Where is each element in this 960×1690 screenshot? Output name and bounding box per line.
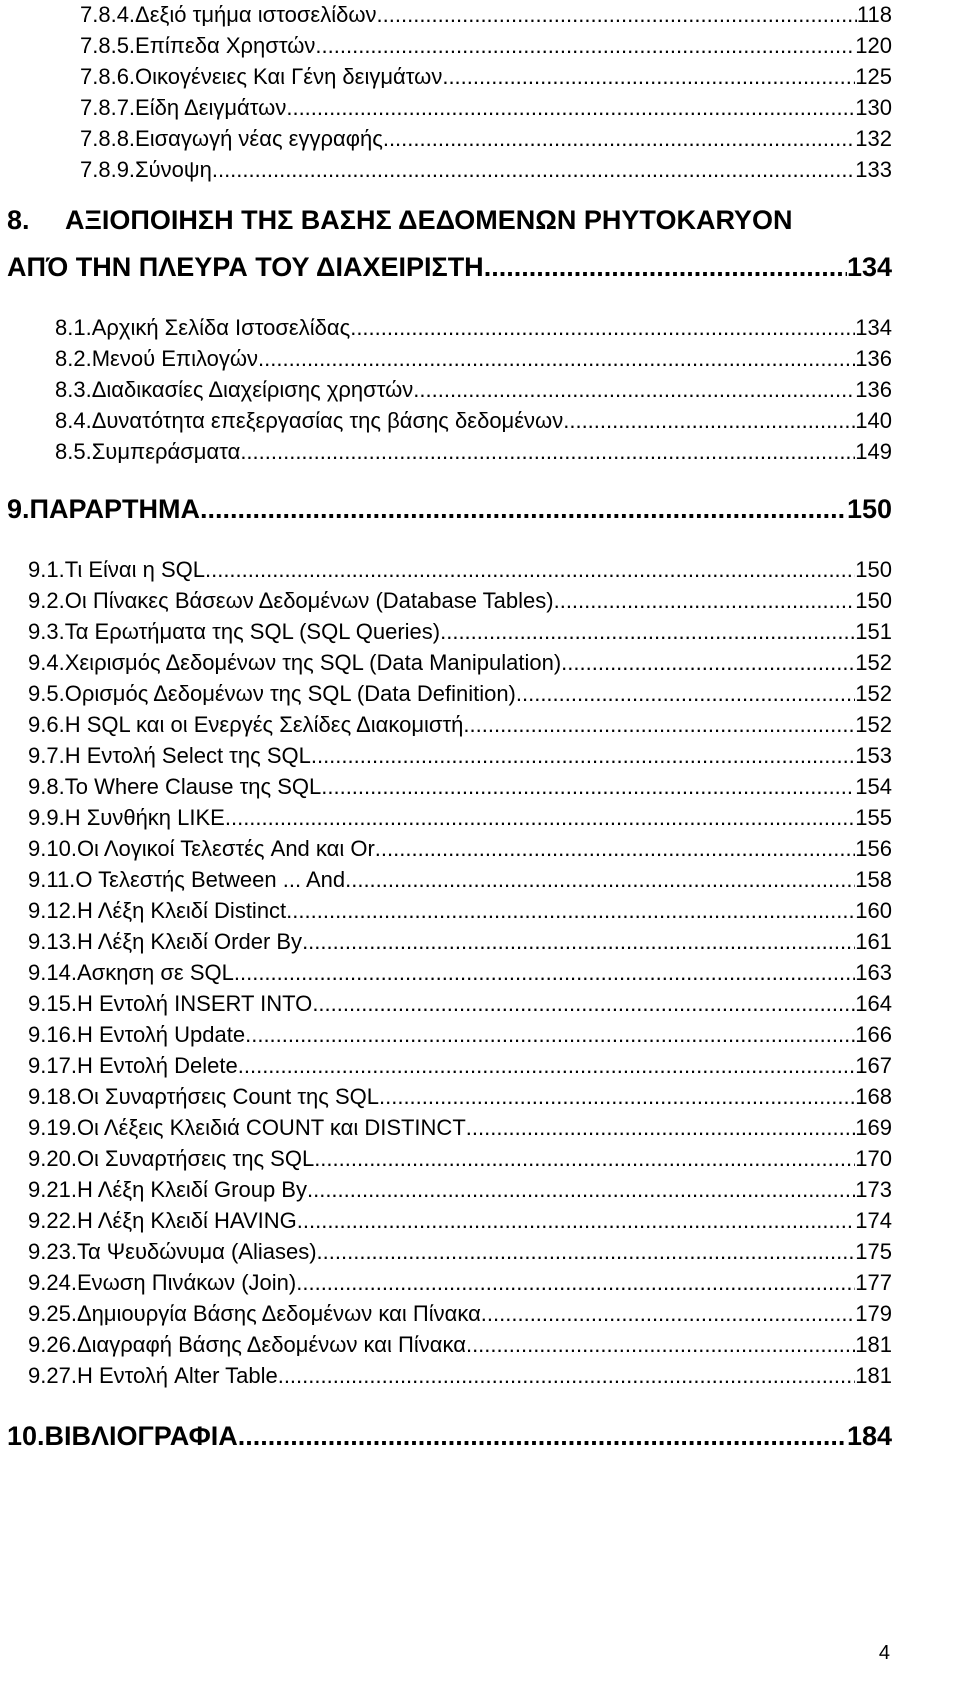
- toc-entry-9-4[interactable]: [28, 650, 892, 676]
- toc-entry-9-1[interactable]: [28, 557, 892, 583]
- toc-entry-number: 9.8.: [28, 774, 65, 799]
- toc-entry-title: Συμπεράσματα: [91, 439, 241, 464]
- toc-entry-title: Σύνοψη: [135, 157, 212, 182]
- toc-entry-title: Τα Ερωτήματα της SQL (SQL Queries): [64, 619, 441, 644]
- dot-leader: [296, 1270, 855, 1296]
- toc-entry-number: 9.13.: [28, 929, 77, 954]
- toc-chapter-number: 10.: [7, 1421, 45, 1451]
- toc-entry-title: Οι Λογικοί Τελεστές And και Or: [76, 836, 375, 861]
- dot-leader: [238, 1421, 847, 1452]
- dot-leader: [350, 315, 855, 341]
- page-number: 4: [878, 1642, 890, 1664]
- toc-entry-title: Η Εντολή Update: [76, 1022, 246, 1047]
- toc-entry-page: 130: [855, 95, 892, 120]
- toc-entry-number: 9.5.: [28, 681, 65, 706]
- toc-entry-title: Οι Συναρτήσεις Count της SQL: [76, 1084, 379, 1109]
- toc-entry-number: 7.8.9.: [80, 157, 136, 182]
- toc-entry-number: 8.1.: [55, 315, 92, 340]
- toc-entry-page: 170: [855, 1146, 892, 1171]
- toc-entry-number: 9.11.: [28, 867, 76, 892]
- dot-leader: [307, 1177, 855, 1203]
- dot-leader: [234, 960, 855, 986]
- dot-leader: [311, 743, 855, 769]
- toc-entry-number: 9.27.: [28, 1363, 77, 1388]
- toc-entry-number: 9.23.: [28, 1239, 77, 1264]
- toc-entry-title: Οι Λέξεις Κλειδιά COUNT και DISTINCT: [76, 1115, 466, 1140]
- toc-entry-page: 181: [855, 1363, 892, 1388]
- toc-entry-page: 169: [855, 1115, 892, 1140]
- toc-entry-number: 9.7.: [28, 743, 65, 768]
- toc-entry-page: 179: [855, 1301, 892, 1326]
- toc-chapter-title-continued: ΑΠΌ ΤΗΝ ΠΛΕΥΡΑ ΤΟΥ ΔΙΑΧΕΙΡΙΣΤΗ: [7, 252, 484, 282]
- toc-entry-page: 167: [855, 1053, 892, 1078]
- toc-entry-number: 7.8.7.: [80, 95, 136, 120]
- toc-entry-number: 9.14.: [28, 960, 77, 985]
- toc-entry-page: 164: [855, 991, 892, 1016]
- toc-entry-9-5[interactable]: [28, 681, 892, 707]
- dot-leader: [484, 252, 847, 283]
- toc-entry-9-9[interactable]: [28, 805, 892, 831]
- toc-chapter-number: 9.: [7, 494, 30, 524]
- toc-entry-8-3[interactable]: [55, 377, 892, 403]
- toc-entry-number: 9.25.: [28, 1301, 77, 1326]
- toc-entry-number: 9.9.: [28, 805, 65, 830]
- toc-entry-8-4[interactable]: [55, 408, 892, 434]
- dot-leader: [554, 588, 856, 614]
- dot-leader: [225, 805, 855, 831]
- toc-entry-9-27[interactable]: [28, 1363, 892, 1389]
- toc-entry-title: Διαγραφή Βάσης Δεδομένων και Πίνακα: [76, 1332, 466, 1357]
- toc-entry-title: Μενού Επιλογών: [91, 346, 259, 371]
- dot-leader: [563, 408, 855, 434]
- toc-entry-title: Η Εντολή Select της SQL: [64, 743, 311, 768]
- toc-entry-number: 8.3.: [55, 377, 92, 402]
- toc-entry-title: Η SQL και οι Ενεργές Σελίδες Διακομιστή: [64, 712, 464, 737]
- toc-entry-9-18[interactable]: [28, 1084, 892, 1110]
- toc-entry-page: 152: [855, 681, 892, 706]
- toc-entry-title: Το Where Clause της SQL: [64, 774, 322, 799]
- toc-entry-page: 155: [855, 805, 892, 830]
- dot-leader: [240, 439, 855, 465]
- toc-entry-number: 9.24.: [28, 1270, 77, 1295]
- dot-leader: [321, 774, 855, 800]
- toc-chapter-page: 150: [846, 494, 892, 524]
- toc-entry-page: 150: [855, 588, 892, 613]
- toc-entry-number: 9.17.: [28, 1053, 77, 1078]
- toc-entry-number: 9.1.: [28, 557, 65, 582]
- toc-entry-9-25[interactable]: [28, 1301, 892, 1327]
- dot-leader: [413, 377, 855, 403]
- toc-chapter-title: ΠΑΡΑΡΤΗΜΑ: [29, 494, 201, 524]
- toc-entry-number: 9.21.: [28, 1177, 77, 1202]
- toc-entry-page: 173: [855, 1177, 892, 1202]
- toc-entry-9-17[interactable]: [28, 1053, 892, 1079]
- toc-entry-title: Τι Είναι η SQL: [64, 557, 205, 582]
- toc-entry-title: Εισαγωγή νέας εγγραφής: [135, 126, 383, 151]
- toc-entry-title: Αρχική Σελίδα Ιστοσελίδας: [91, 315, 351, 340]
- toc-entry-number: 7.8.6.: [80, 64, 136, 89]
- toc-entry-title: Η Εντολή Alter Table: [76, 1363, 278, 1388]
- toc-chapter-8-line1[interactable]: [7, 205, 892, 236]
- toc-entry-7-8-5[interactable]: [80, 33, 892, 59]
- toc-chapter-page: 184: [846, 1421, 892, 1451]
- toc-entry-page: 140: [855, 408, 892, 433]
- toc-entry-title: Ενωση Πινάκων (Join): [76, 1270, 297, 1295]
- toc-entry-7-8-6[interactable]: [80, 64, 892, 90]
- toc-entry-9-21[interactable]: [28, 1177, 892, 1203]
- dot-leader: [258, 346, 855, 372]
- toc-entry-page: 174: [855, 1208, 892, 1233]
- dot-leader: [297, 1208, 856, 1234]
- toc-entry-9-15[interactable]: [28, 991, 892, 1017]
- dot-leader: [205, 557, 855, 583]
- toc-entry-9-24[interactable]: [28, 1270, 892, 1296]
- toc-entry-number: 9.16.: [28, 1022, 77, 1047]
- toc-entry-title: Η Εντολή Delete: [76, 1053, 238, 1078]
- toc-entry-number: 9.15.: [28, 991, 77, 1016]
- dot-leader: [278, 1363, 856, 1389]
- dot-leader: [561, 650, 855, 676]
- toc-entry-7-8-8[interactable]: [80, 126, 892, 152]
- toc-chapter-number: 8.: [7, 205, 30, 235]
- toc-entry-number: 8.5.: [55, 439, 92, 464]
- toc-entry-title: Η Λέξη Κλειδί Distinct: [76, 898, 287, 923]
- toc-entry-number: 7.8.8.: [80, 126, 136, 151]
- toc-entry-title: Ασκηση σε SQL: [76, 960, 234, 985]
- toc-entry-number: 7.8.5.: [80, 33, 136, 58]
- dot-leader: [516, 681, 855, 707]
- toc-entry-title: Δεξιό τμήμα ιστοσελίδων: [135, 2, 377, 27]
- toc-entry-page: 154: [855, 774, 892, 799]
- toc-entry-9-6[interactable]: [28, 712, 892, 738]
- dot-leader: [315, 33, 855, 59]
- toc-entry-number: 7.8.4.: [80, 2, 136, 27]
- dot-leader: [375, 836, 855, 862]
- toc-entry-9-2[interactable]: [28, 588, 892, 614]
- toc-chapter-9[interactable]: [7, 494, 892, 525]
- toc-entry-9-13[interactable]: [28, 929, 892, 955]
- toc-entry-page: 133: [855, 157, 892, 182]
- dot-leader: [245, 1022, 855, 1048]
- toc-entry-title: Δυνατότητα επεξεργασίας της βάσης δεδομένων: [91, 408, 564, 433]
- toc-entry-9-8[interactable]: [28, 774, 892, 800]
- toc-entry-8-2[interactable]: [55, 346, 892, 372]
- toc-chapter-title: ΑΞΙΟΠΟΙΗΣΗ ΤΗΣ ΒΑΣΗΣ ΔΕΔΟΜΕΝΩΝ PHYTOKARYON: [65, 205, 793, 235]
- toc-entry-title: Η Λέξη Κλειδί Group By: [76, 1177, 307, 1202]
- dot-leader: [238, 1053, 856, 1079]
- toc-entry-9-12[interactable]: [28, 898, 892, 924]
- toc-entry-page: 158: [855, 867, 892, 892]
- toc-entry-title: Επίπεδα Χρηστών: [135, 33, 316, 58]
- dot-leader: [440, 619, 855, 645]
- dot-leader: [312, 991, 855, 1017]
- dot-leader: [466, 1115, 856, 1141]
- toc-entry-page: 120: [855, 33, 892, 58]
- toc-entry-9-23[interactable]: [28, 1239, 892, 1265]
- toc-chapter-title: ΒΙΒΛΙΟΓΡΑΦΙΑ: [44, 1421, 238, 1451]
- toc-entry-title: Δημιουργία Βάσης Δεδομένων και Πίνακα: [76, 1301, 481, 1326]
- toc-entry-8-1[interactable]: [55, 315, 892, 341]
- toc-entry-9-3[interactable]: [28, 619, 892, 645]
- toc-entry-page: 156: [855, 836, 892, 861]
- toc-entry-number: 8.4.: [55, 408, 92, 433]
- toc-entry-page: 175: [855, 1239, 892, 1264]
- toc-entry-title: Είδη Δειγμάτων: [135, 95, 287, 120]
- toc-entry-page: 134: [855, 315, 892, 340]
- toc-chapter-8-line2[interactable]: [7, 252, 892, 283]
- dot-leader: [379, 1084, 855, 1110]
- toc-entry-title: Η Εντολή INSERT INTO: [76, 991, 313, 1016]
- dot-leader: [286, 898, 855, 924]
- toc-entry-page: 151: [855, 619, 892, 644]
- toc-entry-number: 9.26.: [28, 1332, 77, 1357]
- toc-entry-7-8-7[interactable]: [80, 95, 892, 121]
- toc-entry-title: Τα Ψευδώνυμα (Aliases): [76, 1239, 317, 1264]
- toc-entry-9-11[interactable]: [28, 867, 892, 893]
- toc-entry-title: Η Λέξη Κλειδί Order By: [76, 929, 303, 954]
- toc-entry-number: 9.18.: [28, 1084, 77, 1109]
- toc-entry-9-22[interactable]: [28, 1208, 892, 1234]
- toc-entry-8-5[interactable]: [55, 439, 892, 465]
- toc-entry-page: 136: [855, 377, 892, 402]
- toc-entry-title: Οικογένειες Και Γένη δειγμάτων: [135, 64, 443, 89]
- toc-entry-number: 9.3.: [28, 619, 65, 644]
- toc-entry-9-19[interactable]: [28, 1115, 892, 1141]
- toc-entry-page: 152: [855, 650, 892, 675]
- toc-entry-title: Οι Συναρτήσεις της SQL: [76, 1146, 315, 1171]
- toc-entry-title: Η Λέξη Κλειδί HAVING: [76, 1208, 297, 1233]
- toc-entry-number: 9.22.: [28, 1208, 77, 1233]
- toc-entry-9-7[interactable]: [28, 743, 892, 769]
- toc-entry-title: Διαδικασίες Διαχείρισης χρηστών: [91, 377, 414, 402]
- toc-entry-number: 8.2.: [55, 346, 92, 371]
- toc-entry-page: 152: [855, 712, 892, 737]
- dot-leader: [314, 1146, 855, 1172]
- toc-entry-9-10[interactable]: [28, 836, 892, 862]
- toc-chapter-10[interactable]: [7, 1421, 892, 1452]
- toc-entry-number: 9.20.: [28, 1146, 77, 1171]
- dot-leader: [377, 2, 857, 28]
- dot-leader: [442, 64, 855, 90]
- toc-entry-page: 166: [855, 1022, 892, 1047]
- dot-leader: [200, 494, 847, 525]
- toc-entry-page: 177: [855, 1270, 892, 1295]
- dot-leader: [481, 1301, 855, 1327]
- toc-entry-page: 150: [855, 557, 892, 582]
- toc-entry-9-20[interactable]: [28, 1146, 892, 1172]
- toc-entry-number: 9.10.: [28, 836, 77, 861]
- toc-entry-page: 149: [855, 439, 892, 464]
- toc-entry-page: 132: [855, 126, 892, 151]
- dot-leader: [317, 1239, 856, 1265]
- dot-leader: [466, 1332, 855, 1358]
- toc-entry-title: Ορισμός Δεδομένων της SQL (Data Definition): [64, 681, 516, 706]
- toc-entry-7-8-9[interactable]: [80, 157, 892, 183]
- dot-leader: [302, 929, 855, 955]
- toc-entry-page: 153: [855, 743, 892, 768]
- toc-entry-page: 161: [855, 929, 892, 954]
- toc-entry-number: 9.19.: [28, 1115, 77, 1140]
- dot-leader: [286, 95, 855, 121]
- toc-entry-page: 118: [856, 2, 892, 27]
- toc-entry-7-8-4[interactable]: [80, 2, 892, 28]
- dot-leader: [383, 126, 855, 152]
- dot-leader: [212, 157, 855, 183]
- toc-entry-page: 168: [855, 1084, 892, 1109]
- toc-entry-9-26[interactable]: [28, 1332, 892, 1358]
- toc-entry-number: 9.4.: [28, 650, 65, 675]
- toc-entry-number: 9.12.: [28, 898, 77, 923]
- toc-entry-title: Η Συνθήκη LIKE: [64, 805, 225, 830]
- dot-leader: [345, 867, 855, 893]
- toc-entry-9-16[interactable]: [28, 1022, 892, 1048]
- toc-entry-number: 9.6.: [28, 712, 65, 737]
- toc-entry-title: Ο Τελεστής Between ... And: [75, 867, 346, 892]
- toc-entry-page: 160: [855, 898, 892, 923]
- dot-leader: [463, 712, 855, 738]
- toc-entry-number: 9.2.: [28, 588, 65, 613]
- toc-chapter-page: 134: [846, 252, 892, 282]
- toc-entry-9-14[interactable]: [28, 960, 892, 986]
- toc-entry-title: Χειρισμός Δεδομένων της SQL (Data Manipulation): [64, 650, 562, 675]
- toc-entry-page: 125: [855, 64, 892, 89]
- toc-entry-page: 181: [855, 1332, 892, 1357]
- toc-entry-page: 163: [855, 960, 892, 985]
- toc-entry-title: Οι Πίνακες Βάσεων Δεδομένων (Database Tables): [64, 588, 554, 613]
- toc-entry-page: 136: [855, 346, 892, 371]
